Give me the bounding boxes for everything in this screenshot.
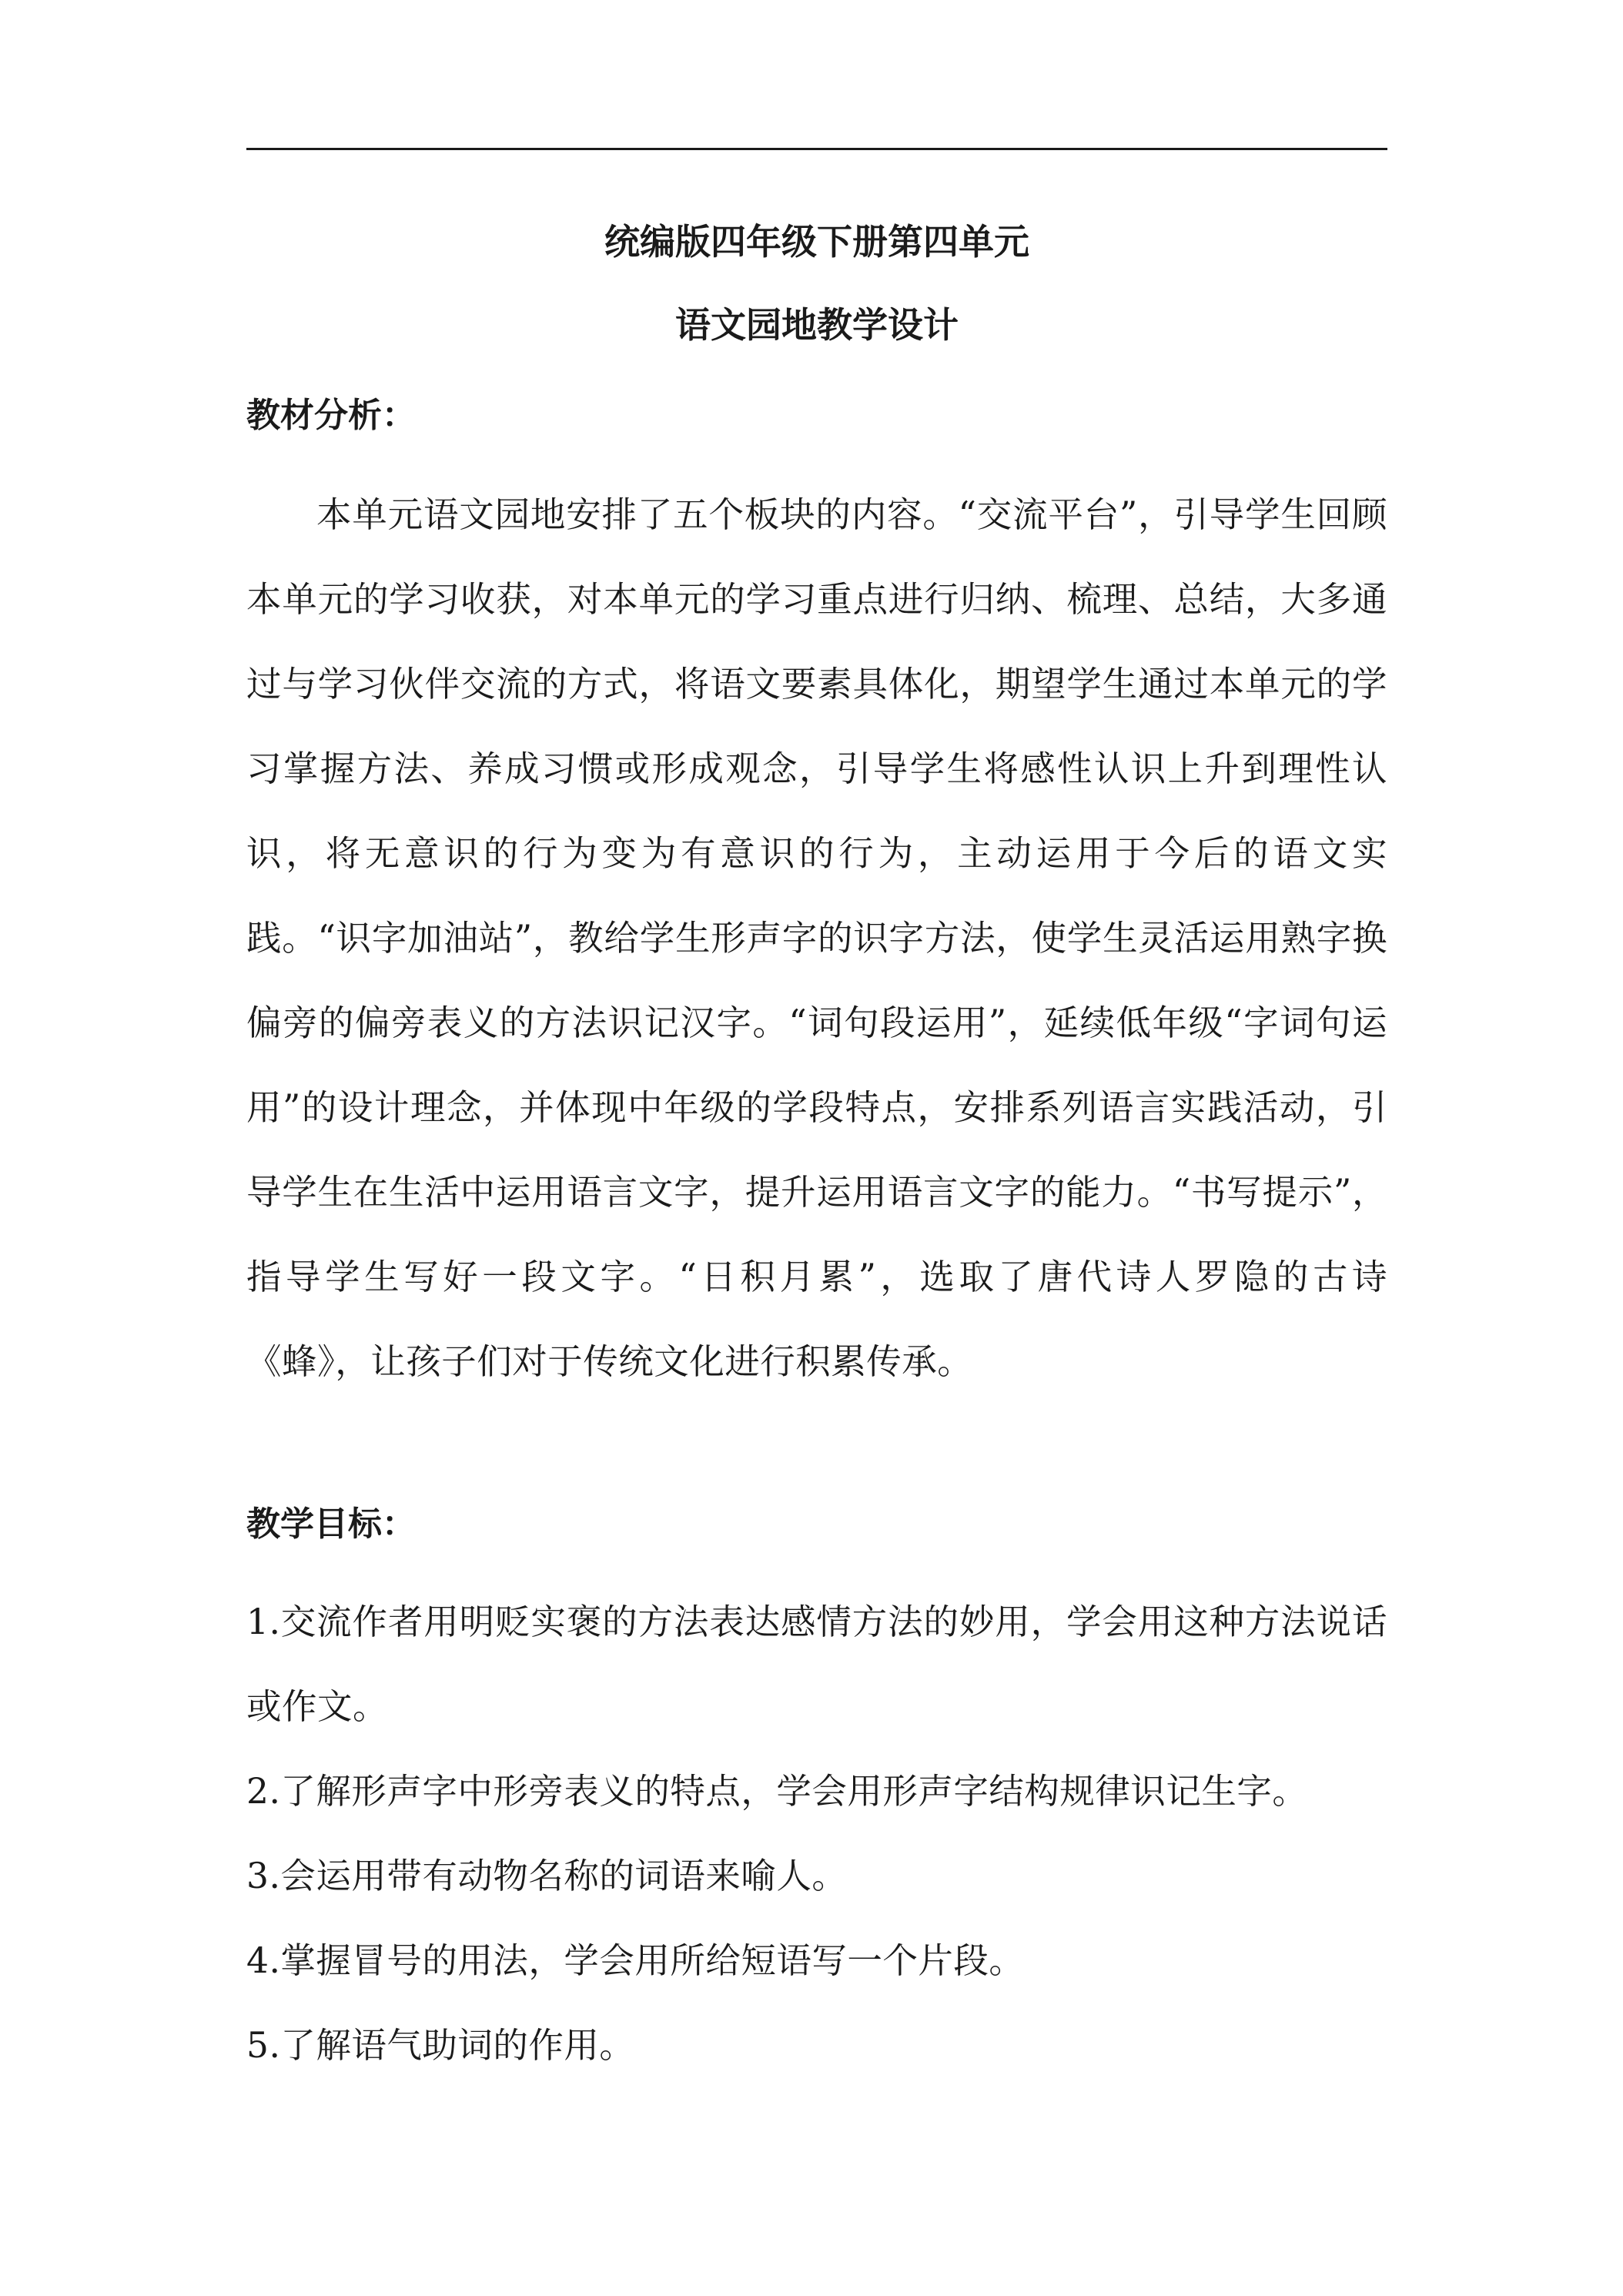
objective-item-3: 3.会运用带有动物名称的词语来喻人。 xyxy=(246,1856,848,1896)
document-title: 统编版四年级下册第四单元 xyxy=(604,221,1029,263)
objective-item-1: 1.交流作者用明贬实褒的方法表达感情方法的妙用，学会用这种方法说话或作文。 xyxy=(246,1602,1387,1727)
objectives-heading: 教学目标： xyxy=(246,1504,416,1544)
analysis-heading: 教材分析： xyxy=(246,396,416,435)
analysis-paragraph: 本单元语文园地安排了五个板块的内容。“交流平台”，引导学生回顾本单元的学习收获，对本单元的学习重点进行归纳、梳理、总结，大多通过与学习伙伴交流的方式，将语文要素具体化，期望学生通过本单元的学习掌握方法、养成习惯或形成观念，引导学生将感性认识上升到理性认识，将无意识的行为变为有意识的行为，主动运用于今后的语文实践。“识字加油站”，教给学生形声字的识字方法，使学生灵活运用熟字换偏旁的偏旁表义的方法识记汉字。“词句段运用”，延续低年级“字词句运用”的设计理念，并体现中年级的学段特点，安排系列语言实践活动，引导学生在生活中运用语言文字，提升运用语言文字的能力。“书写提示”，指导学生写好一段文字。“日积月累”，选取了唐代诗人罗隐的古诗《蜂》，让孩子们对于传统文化进行积累传承。 xyxy=(246,494,1387,1382)
objective-item-4: 4.掌握冒号的用法，学会用所给短语写一个片段。 xyxy=(246,1940,1025,1981)
objective-item-5: 5.了解语气助词的作用。 xyxy=(246,2025,635,2066)
objective-item-2: 2.了解形声字中形旁表义的特点，学会用形声字结构规律识记生字。 xyxy=(246,1771,1308,1812)
objectives-list xyxy=(246,1580,1387,2088)
document-subtitle: 语文园地教学设计 xyxy=(675,304,959,346)
header-rule xyxy=(246,148,1387,150)
